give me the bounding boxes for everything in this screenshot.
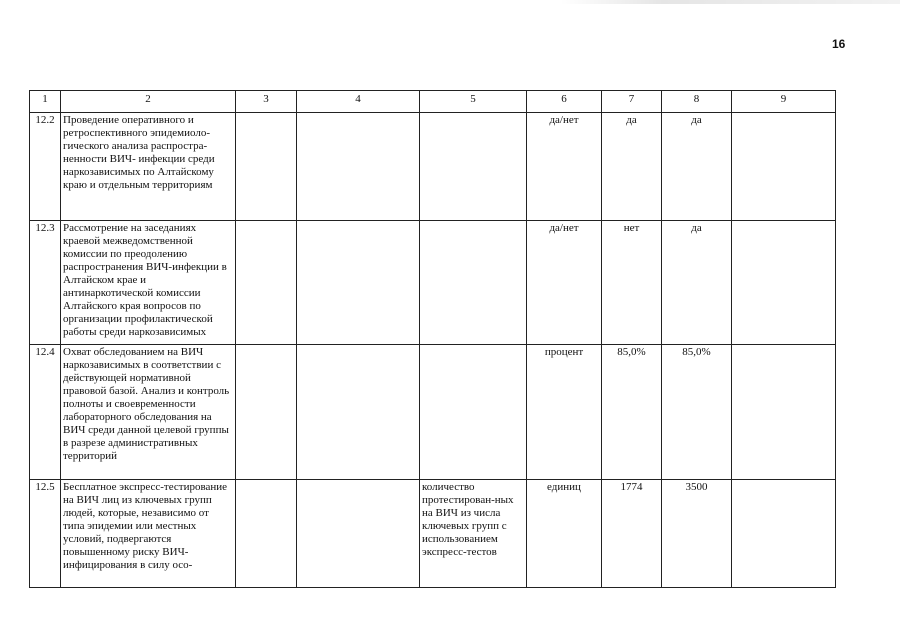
header-cell-4: 4 [297,91,420,113]
table-row [30,345,836,480]
row-col3 [236,345,297,480]
row-description: Бесплатное экспресс-тестирование на ВИЧ лиц из ключевых групп людей, которые, независимо от типа эпидемии или местных условий, подвергаются повышенному риску ВИЧ-инфицирования в силу осо- [61,480,236,588]
row-col9 [732,221,836,345]
row-col4 [297,480,420,588]
row-value-col7: 1774 [602,480,662,588]
row-col5: количество протестирован-ных на ВИЧ из числа ключевых групп с использованием экспресс-тестов [420,480,527,588]
header-cell-5: 5 [420,91,527,113]
row-number: 12.2 [30,113,61,221]
row-value-col8: да [662,113,732,221]
row-unit: процент [527,345,602,480]
row-number: 12.3 [30,221,61,345]
row-col9 [732,113,836,221]
header-row [30,91,836,113]
table-row [30,221,836,345]
header-cell-2: 2 [61,91,236,113]
row-description: Охват обследованием на ВИЧ наркозависимых в соответствии с действующей нормативной правовой базой. Анализ и контроль полноты и своевременности лабораторного обследования на ВИЧ среди данной целевой группы в разрезе административных территорий [61,345,236,480]
row-col9 [732,345,836,480]
row-number: 12.5 [30,480,61,588]
row-value-col8: 3500 [662,480,732,588]
row-value-col8: 85,0% [662,345,732,480]
row-unit: да/нет [527,221,602,345]
row-description: Рассмотрение на заседаниях краевой межведомственной комиссии по преодолению распространения ВИЧ-инфекции в Алтайском крае и антинаркотической комиссии Алтайского края вопросов по организации профилактической работы среди наркозависимых [61,221,236,345]
row-col3 [236,113,297,221]
header-cell-7: 7 [602,91,662,113]
row-col5 [420,221,527,345]
header-cell-8: 8 [662,91,732,113]
row-value-col7: да [602,113,662,221]
page-number: 16 [832,37,846,51]
table-row [30,480,836,588]
indicators-table [29,90,836,588]
row-col5 [420,345,527,480]
row-number: 12.4 [30,345,61,480]
row-col4 [297,113,420,221]
row-unit: да/нет [527,113,602,221]
row-col5 [420,113,527,221]
scan-artifact [560,0,900,4]
row-col4 [297,221,420,345]
row-col3 [236,221,297,345]
row-col3 [236,480,297,588]
row-value-col7: 85,0% [602,345,662,480]
header-cell-3: 3 [236,91,297,113]
row-value-col7: нет [602,221,662,345]
table-row [30,113,836,221]
row-unit: единиц [527,480,602,588]
row-value-col8: да [662,221,732,345]
row-col9 [732,480,836,588]
row-col4 [297,345,420,480]
header-cell-1: 1 [30,91,61,113]
row-description: Проведение оперативного и ретроспективного эпидемиоло-гического анализа распростра-ненности ВИЧ- инфекции среди наркозависимых по Алтайскому краю и отдельным территориям [61,113,236,221]
header-cell-9: 9 [732,91,836,113]
header-cell-6: 6 [527,91,602,113]
